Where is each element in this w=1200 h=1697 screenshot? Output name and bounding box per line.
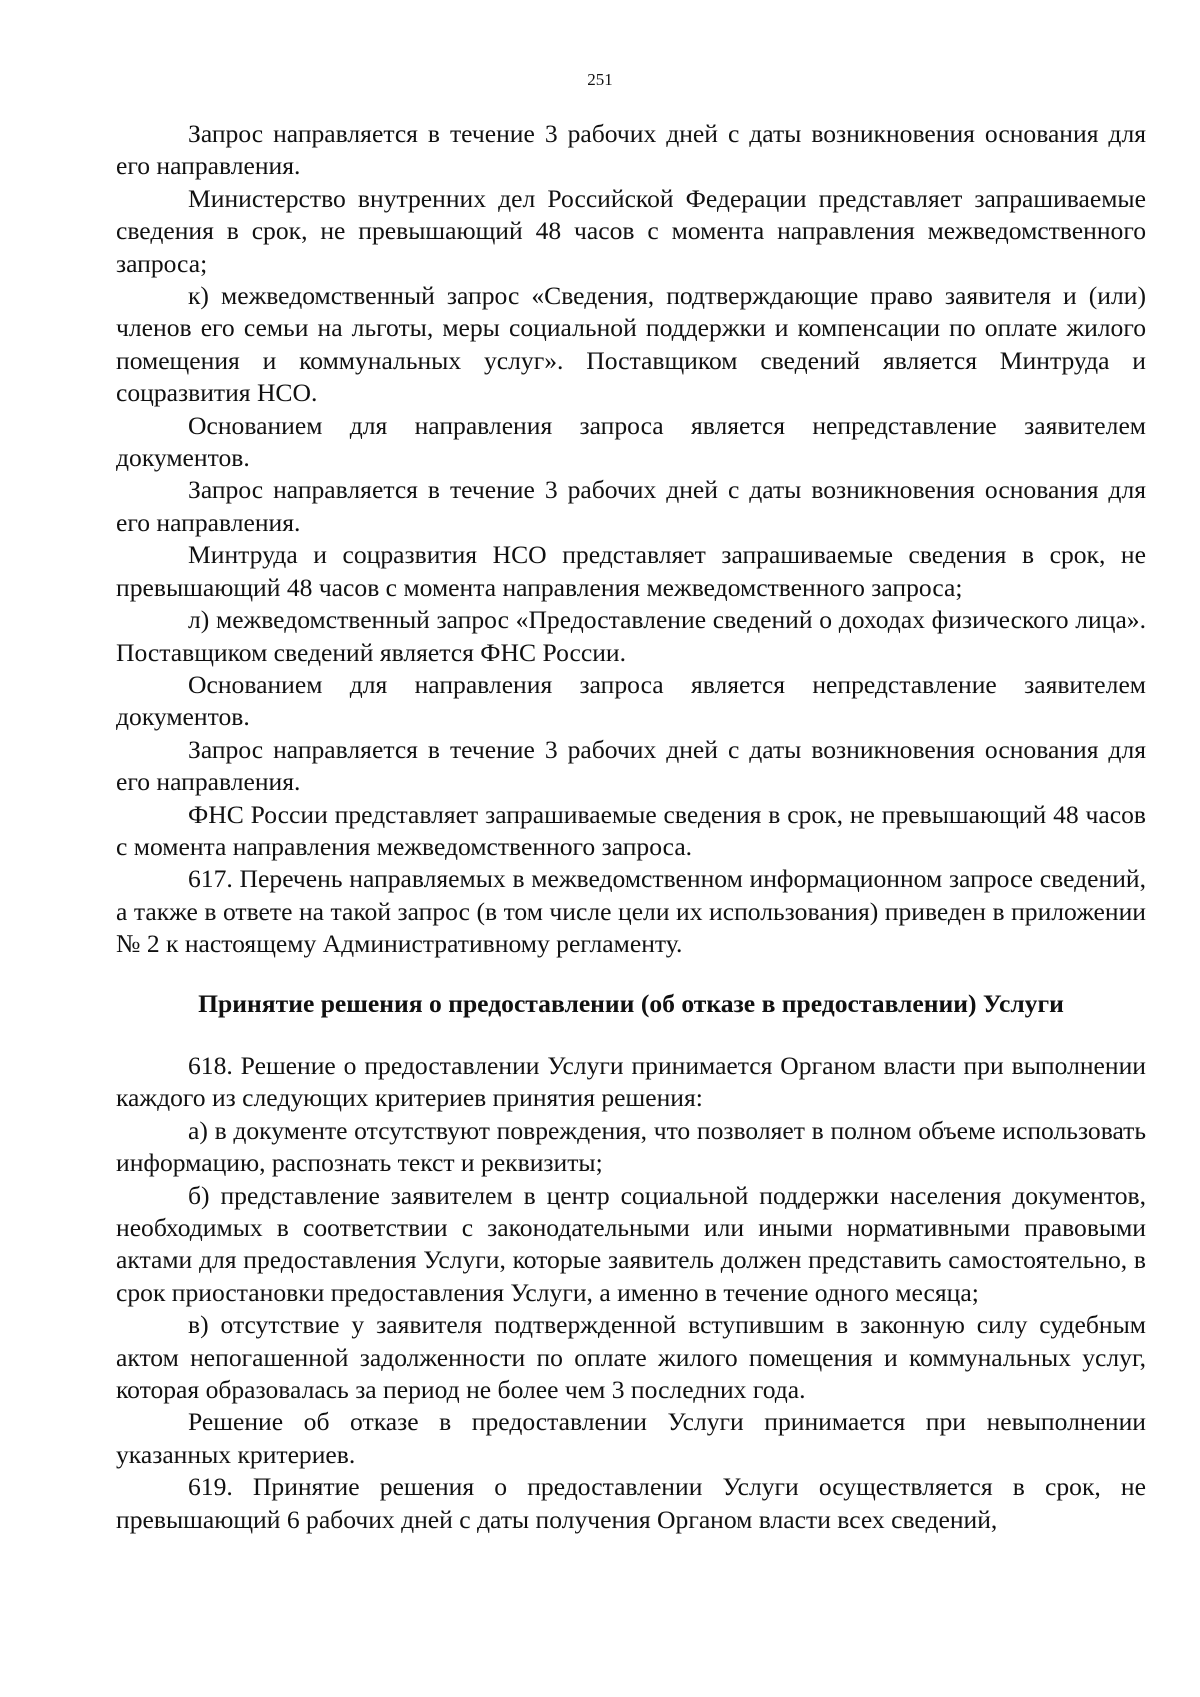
document-body [116, 118, 1146, 1536]
paragraph: Министерство внутренних дел Российской Федерации представляет запрашиваемые сведения в срок, не превышающий 48 часов с момента направления межведомственного запроса; [116, 183, 1146, 278]
paragraph: 619. Принятие решения о предоставлении Услуги осуществляется в срок, не превышающий 6 рабочих дней с даты получения Органом власти всех сведений, [116, 1472, 1146, 1534]
paragraph: Основанием для направления запроса является непредставление заявителем документов. [116, 410, 1146, 473]
paragraph: к) межведомственный запрос «Сведения, подтверждающие право заявителя и (или) членов его семьи на льготы, меры социальной поддержки и компенсации по оплате жилого помещения и коммунальных услуг». Поставщиком сведений является Минтруда и соцразвития НСО. [116, 281, 1146, 408]
section-heading: Принятие решения о предоставлении (об отказе в предоставлении) Услуги [198, 988, 1064, 1018]
paragraph: б) представление заявителем в центр социальной поддержки населения документов, необходимых в соответствии с законодательными или иными нормативными правовыми актами для предоставления Услуги, которые заявитель должен представить самостоятельно, в срок приостановки предоставления Услуги, а именно в течение одного месяца; [116, 1180, 1146, 1307]
paragraph: ФНС России представляет запрашиваемые сведения в срок, не превышающий 48 часов с момента направления межведомственного запроса. [116, 799, 1146, 861]
paragraph: в) отсутствие у заявителя подтвержденной вступившим в законную силу судебным актом непогашенной задолженности по оплате жилого помещения и коммунальных услуг, которая образовалась за период не более чем 3 последних года. [116, 1310, 1146, 1405]
page-number: 251 [587, 70, 613, 89]
paragraph: Запрос направляется в течение 3 рабочих дней с даты возникновения основания для его направления. [116, 475, 1146, 537]
paragraph: 617. Перечень направляемых в межведомственном информационном запросе сведений, а также в ответе на такой запрос (в том числе цели их использования) приведен в приложении № 2 к настоящему Административному регламенту. [116, 864, 1146, 959]
paragraph: 618. Решение о предоставлении Услуги принимается Органом власти при выполнении каждого из следующих критериев принятия решения: [116, 1050, 1146, 1113]
paragraph: Минтруда и соцразвития НСО представляет запрашиваемые сведения в срок, не превышающий 48 часов с момента направления межведомственного запроса; [116, 540, 1146, 602]
paragraph: л) межведомственный запрос «Предоставление сведений о доходах физического лица». Поставщиком сведений является ФНС России. [116, 605, 1146, 667]
paragraph: Основанием для направления запроса является непредставление заявителем документов. [116, 669, 1146, 732]
paragraph: Запрос направляется в течение 3 рабочих дней с даты возникновения основания для его направления. [116, 734, 1146, 797]
paragraph: а) в документе отсутствуют повреждения, что позволяет в полном объеме использовать информацию, распознать текст и реквизиты; [116, 1115, 1146, 1178]
paragraph: Решение об отказе в предоставлении Услуги принимается при невыполнении указанных критериев. [116, 1407, 1146, 1469]
paragraph: Запрос направляется в течение 3 рабочих дней с даты возникновения основания для его направления. [116, 119, 1146, 181]
